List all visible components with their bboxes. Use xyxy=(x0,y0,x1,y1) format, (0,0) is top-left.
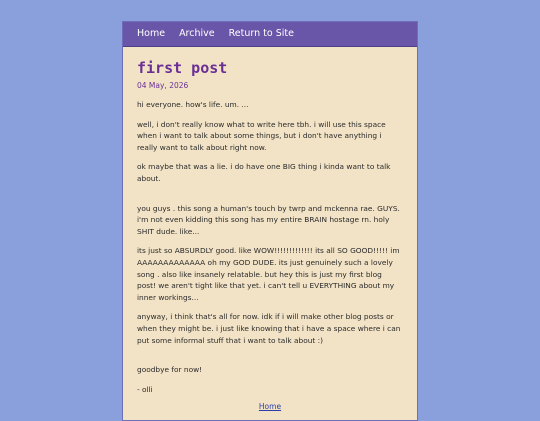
post-paragraph: goodbye for now! xyxy=(137,365,203,375)
nav-archive-link[interactable]: Archive xyxy=(179,28,215,39)
post-content xyxy=(123,47,417,395)
post-paragraph: you guys . this song a human's touch by twrp and mckenna rae. GUYS. i'm not even kidding this song has my entire BRAIN hostage rn. holy SHIT dude. like... xyxy=(137,203,400,236)
footer-home-link[interactable]: Home xyxy=(258,402,282,411)
nav-return-link[interactable]: Return to Site xyxy=(228,28,294,39)
post-paragraph: hi everyone. how's life. um. ... xyxy=(137,100,249,109)
blog-page xyxy=(122,21,418,421)
post-paragraph: well, i don't really know what to write here tbh. i will use this space when i want to talk about some things, but i don't have anything i really want to talk about right now. xyxy=(137,119,386,152)
post-body xyxy=(137,99,403,395)
post-paragraph: ok maybe that was a lie. i do have one BIG thing i kinda want to talk about. xyxy=(137,162,391,183)
footer xyxy=(123,394,417,413)
top-nav xyxy=(123,22,417,47)
post-paragraph: its just so ABSURDLY good. like WOW!!!!!!!!!!!!! its all SO GOOD!!!!! im AAAAAAAAAAAAA oh my GOD DUDE. its just genuinely such a lovely song . also like insanely relatable. but hey this is just my first blog post! we aren't tight like that yet. i can't tell u EVERYTHING about my inner workings... xyxy=(137,246,400,302)
nav-home-link[interactable]: Home xyxy=(137,28,166,39)
post-title: first post xyxy=(137,59,228,77)
post-date: 04 May, 2026 xyxy=(137,81,189,90)
post-signature: - olli xyxy=(137,384,153,394)
post-paragraph: anyway, i think that's all for now. idk if i will make other blog posts or when they might be. i just like knowing that i have a space where i can put some informal stuff that i want to talk about :) xyxy=(137,312,401,345)
